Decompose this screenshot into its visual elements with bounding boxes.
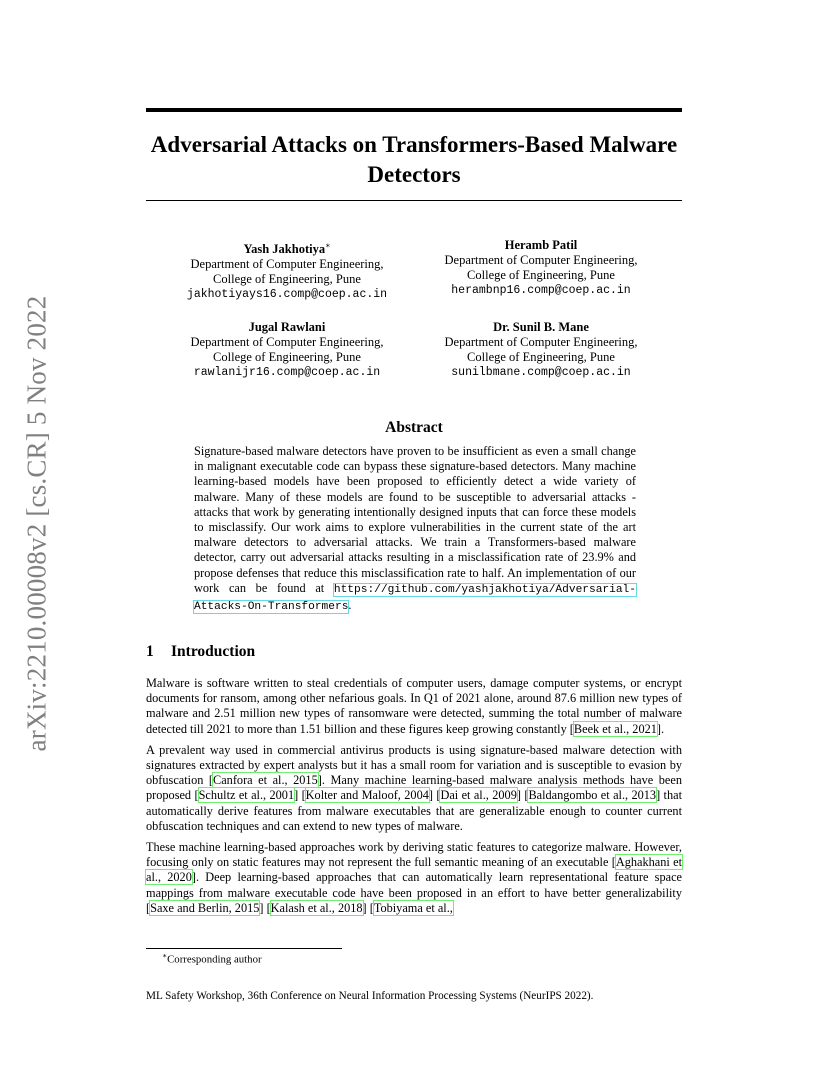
citation-link[interactable]: Dai et al., 2009 <box>440 788 517 803</box>
citation-link[interactable]: Kolter and Maloof, 2004 <box>305 788 429 803</box>
title-top-rule <box>146 108 682 112</box>
venue-footer: ML Safety Workshop, 36th Conference on Neural Information Processing Systems (NeurIPS 2022). <box>146 990 594 1002</box>
abstract-heading: Abstract <box>385 419 443 436</box>
section-heading <box>146 643 255 661</box>
arxiv-side-stamp <box>12 288 62 758</box>
author-email[interactable]: jakhotiyays16.comp@coep.ac.in <box>186 288 388 302</box>
author-name: Yash Jakhotiya∗ <box>243 241 331 257</box>
author-name: Dr. Sunil B. Mane <box>493 320 589 334</box>
author-2 <box>411 238 671 298</box>
author-department: Department of Computer Engineering, <box>190 335 384 349</box>
author-affiliation: College of Engineering, Pune <box>467 350 615 364</box>
author-1 <box>157 238 417 302</box>
citation-link[interactable]: Beek et al., 2021 <box>573 721 657 736</box>
citation-link[interactable]: Tobiyama et al., <box>373 900 453 915</box>
footnote-rule <box>146 948 342 949</box>
section-title: Introduction <box>171 643 256 660</box>
author-3 <box>157 320 417 380</box>
citation-link[interactable]: Schultz et al., 2001 <box>198 788 295 803</box>
footnote: ∗Corresponding author <box>162 951 262 966</box>
author-name: Jugal Rawlani <box>248 320 326 334</box>
citation-link[interactable]: Aghakhani et al., 2020 <box>146 855 682 885</box>
paragraph-1: Malware is software written to steal credentials of computer users, damage computer systems, or encrypt documents for ransom, among other nefarious goals. In Q1 of 2021 alone, around 87.6 million new types of malware and 2.51 million new types of ransomware were detected, summing the total number of malware detected till 2021 to more than 1.51 billion and these figures keep growing constantly [Beek et al., 2021]. <box>146 676 682 736</box>
paragraph-3: These machine learning-based approaches work by deriving static features to categorize malware. However, focusing only on static features may not represent the full semantic meaning of an executable [Aghakhani et al., 2020]. Deep learning-based approaches that can automatically learn representational feature space mappings from malware executable code have been proposed in an effort to have better generalizability [Saxe and Berlin, 2015] [Kalash et al., 2018] [Tobiyama et al., <box>146 840 682 915</box>
author-email[interactable]: sunilbmane.comp@coep.ac.in <box>451 366 631 379</box>
author-email[interactable]: rawlanijr16.comp@coep.ac.in <box>193 366 381 379</box>
author-email[interactable]: herambnp16.comp@coep.ac.in <box>451 284 631 297</box>
title-bottom-rule <box>146 200 682 201</box>
author-affiliation: College of Engineering, Pune <box>213 350 361 364</box>
citation-link[interactable]: Baldangombo et al., 2013 <box>528 788 657 803</box>
introduction-body <box>146 676 682 922</box>
repository-link[interactable]: https://github.com/yashjakhotiya/Adversarial-Attacks-On-Transformers <box>194 583 636 614</box>
author-name: Heramb Patil <box>504 238 578 252</box>
author-affiliation: College of Engineering, Pune <box>467 268 615 282</box>
citation-link[interactable]: Saxe and Berlin, 2015 <box>150 900 260 915</box>
paper-title: Adversarial Attacks on Transformers-Based Malware Detectors <box>150 132 678 187</box>
author-department: Department of Computer Engineering, <box>190 257 384 272</box>
section-number: 1 <box>146 643 154 660</box>
arxiv-identifier: arXiv:2210.00008v2 [cs.CR] 5 Nov 2022 <box>21 295 52 751</box>
paragraph-2: A prevalent way used in commercial antivirus products is using signature-based malware detection with signatures extracted by expert analysts but it has a small room for variation and is susceptible to evasion by obfuscation [Canfora et al., 2015]. Many machine learning-based malware analysis methods have been proposed [Schultz et al., 2001] [Kolter and Maloof, 2004] [Dai et al., 2009] [Baldangombo et al., 2013] that automatically derive features from malware executables that are generalizable enough to counter current obfuscation techniques and can extend to new types of malware. <box>146 742 682 833</box>
abstract-text: Signature-based malware detectors have proven to be insufficient as even a small change in malignant executable code can bypass these signature-based detectors. Many machine learning-based models have been proposed to efficiently detect a wide variety of malware. Many of these models are found to be susceptible to adversarial attacks - attacks that work by generating intentionally designed inputs that can force these models to misclassify. Our work aims to explore vulnerabilities in the current state of the art malware detectors to adversarial attacks. We train a Transformers-based malware detector, carry out adversarial attacks resulting in a misclassification rate of 23.9% and propose defenses that reduce this misclassification rate to half. An implementation of our work can be found at https://github.com/yashjakhotiya/Adversarial-Attacks-On-Transformers. <box>194 444 636 614</box>
citation-link[interactable]: Canfora et al., 2015 <box>213 773 318 788</box>
author-department: Department of Computer Engineering, <box>444 335 638 349</box>
author-affiliation: College of Engineering, Pune <box>213 272 361 287</box>
citation-link[interactable]: Kalash et al., 2018 <box>270 900 363 915</box>
author-department: Department of Computer Engineering, <box>444 253 638 267</box>
author-4 <box>411 320 671 380</box>
